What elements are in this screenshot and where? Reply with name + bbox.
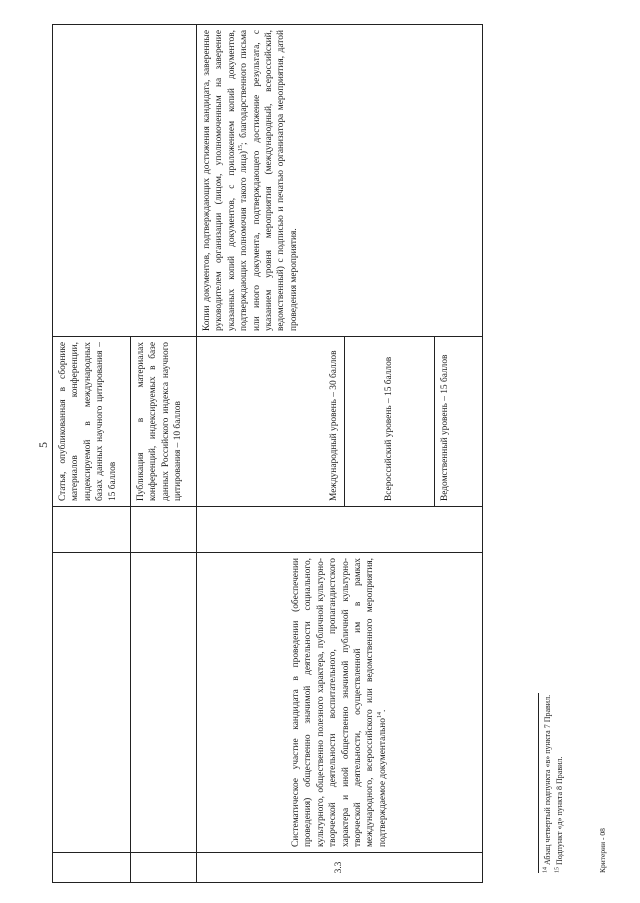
criterion-number: 3.3 [197, 853, 483, 883]
level-score: Всероссийский уровень – 15 баллов [345, 337, 435, 507]
level-score: Международный уровень – 30 баллов [197, 337, 345, 507]
score-cell: Публикация в материалах конференций, индексируемых в базе данных Российского индекса научного цитирования – 10 баллов [131, 337, 197, 507]
table-row [197, 25, 345, 883]
number-cell [53, 853, 131, 883]
criterion-cell [131, 553, 197, 853]
footnote: $^{14}$ Абзац четвертый подпункта «в» пункта 7 Правил. [542, 694, 552, 873]
footnote: $^{15}$ Подпункт «д» пункта 8 Правил. [553, 756, 564, 873]
score-cell: Статья, опубликованная в сборнике материалов конференции, индексируемой в международных базах данных научного цитирования – 15 баллов [53, 337, 131, 507]
spacer-cell [53, 507, 131, 553]
page-footer: Критерии - 08 [598, 828, 607, 873]
criterion-description: Систематическое участие кандидата в проведении (обеспечении проведения) общественно значимой деятельности социального, культурного, общественно полезного характера, публичной культурно-творческой деятельности воспитательного, пропагандистского характера и иной общественно значимой публичной культурно-творческой деятельности, осуществленной им в рамках международного, всероссийского или ведомственного мероприятия, подтверждаемое документально$^{14}$. [197, 553, 483, 853]
footnote-ref: 15 [238, 144, 245, 151]
table-row [53, 25, 131, 883]
spacer-cell [197, 507, 483, 553]
criteria-table [52, 24, 483, 883]
page-number: 5 [36, 442, 50, 448]
footnotes [542, 353, 565, 873]
footnote-divider [538, 693, 539, 873]
number-cell [131, 853, 197, 883]
documents-cell [53, 25, 197, 337]
spacer-cell [131, 507, 197, 553]
criterion-cell [53, 553, 131, 853]
footnote-ref: 14 [376, 712, 383, 718]
documents-cell: Копии документов, подтверждающих достижения кандидата, заверенные руководителем организации (лицом, уполномоченным на заверение указанных копий документов, с приложением копий документов, подтверждающих полномочия такого лица)$^{15}$; благодарственного письма или иного документа, подтверждающего достижение результата, с указанием уровня мероприятия (международный, всероссийский, ведомственный) с подписью и печатью организатора мероприятия, датой проведения мероприятия. [197, 25, 483, 337]
level-score: Ведомственный уровень – 15 баллов [435, 337, 483, 507]
